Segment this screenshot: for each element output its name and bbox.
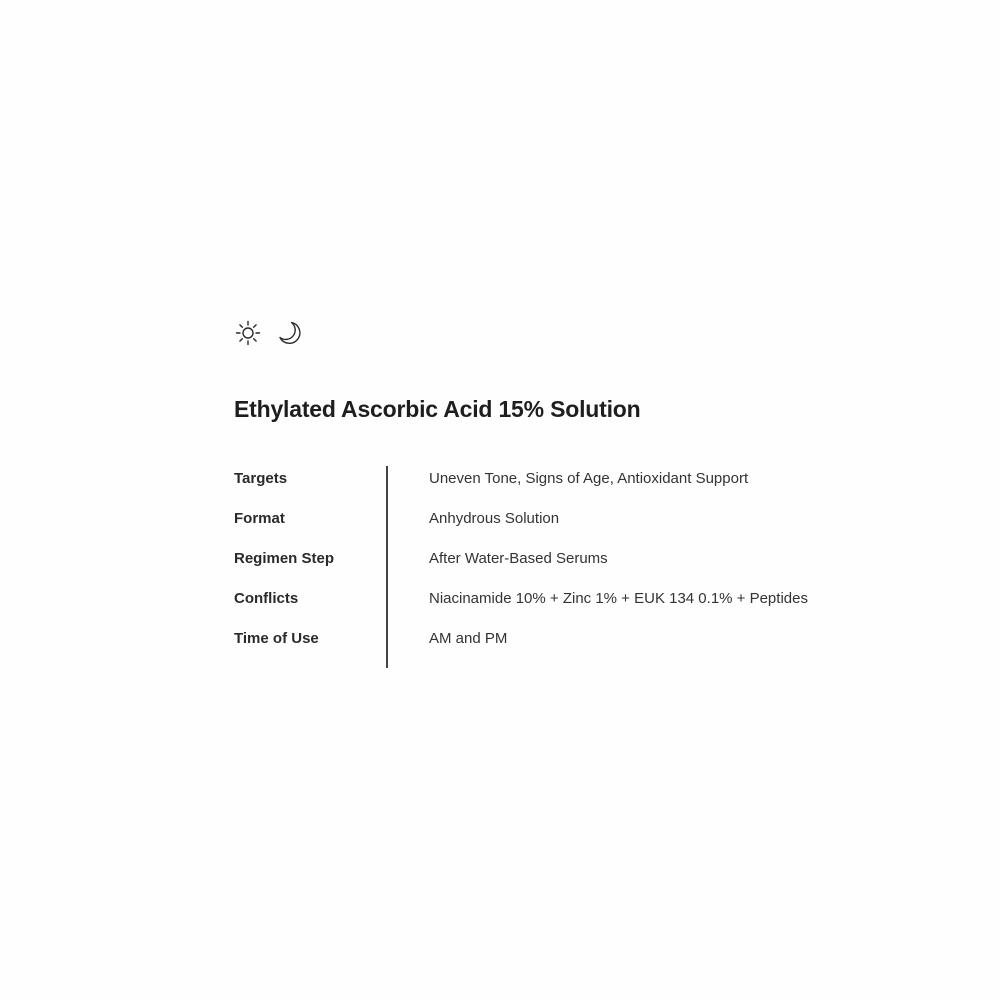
spec-label: Time of Use	[234, 629, 319, 647]
spec-row-conflicts	[234, 587, 874, 611]
spec-label: Conflicts	[234, 589, 299, 607]
spec-label: Format	[234, 509, 285, 527]
spec-table	[234, 466, 874, 668]
product-info-panel	[234, 318, 874, 668]
spec-value: Anhydrous Solution	[429, 509, 560, 527]
spec-label: Regimen Step	[234, 549, 335, 567]
product-title: Ethylated Ascorbic Acid 15% Solution	[234, 396, 641, 422]
spec-value: After Water-Based Serums	[429, 549, 608, 567]
time-of-use-icons	[234, 318, 874, 348]
spec-row-regimen-step	[234, 547, 874, 571]
spec-value: AM and PM	[429, 629, 508, 647]
moon-icon	[276, 319, 304, 347]
sun-icon	[234, 319, 262, 347]
spec-row-format	[234, 507, 874, 531]
spec-row-targets	[234, 467, 874, 491]
spec-label: Targets	[234, 469, 288, 487]
spec-value: Niacinamide 10% + Zinc 1% + EUK 134 0.1% + Peptides	[429, 589, 808, 607]
spec-value: Uneven Tone, Signs of Age, Antioxidant Support	[429, 469, 749, 487]
spec-row-time-of-use	[234, 627, 874, 651]
